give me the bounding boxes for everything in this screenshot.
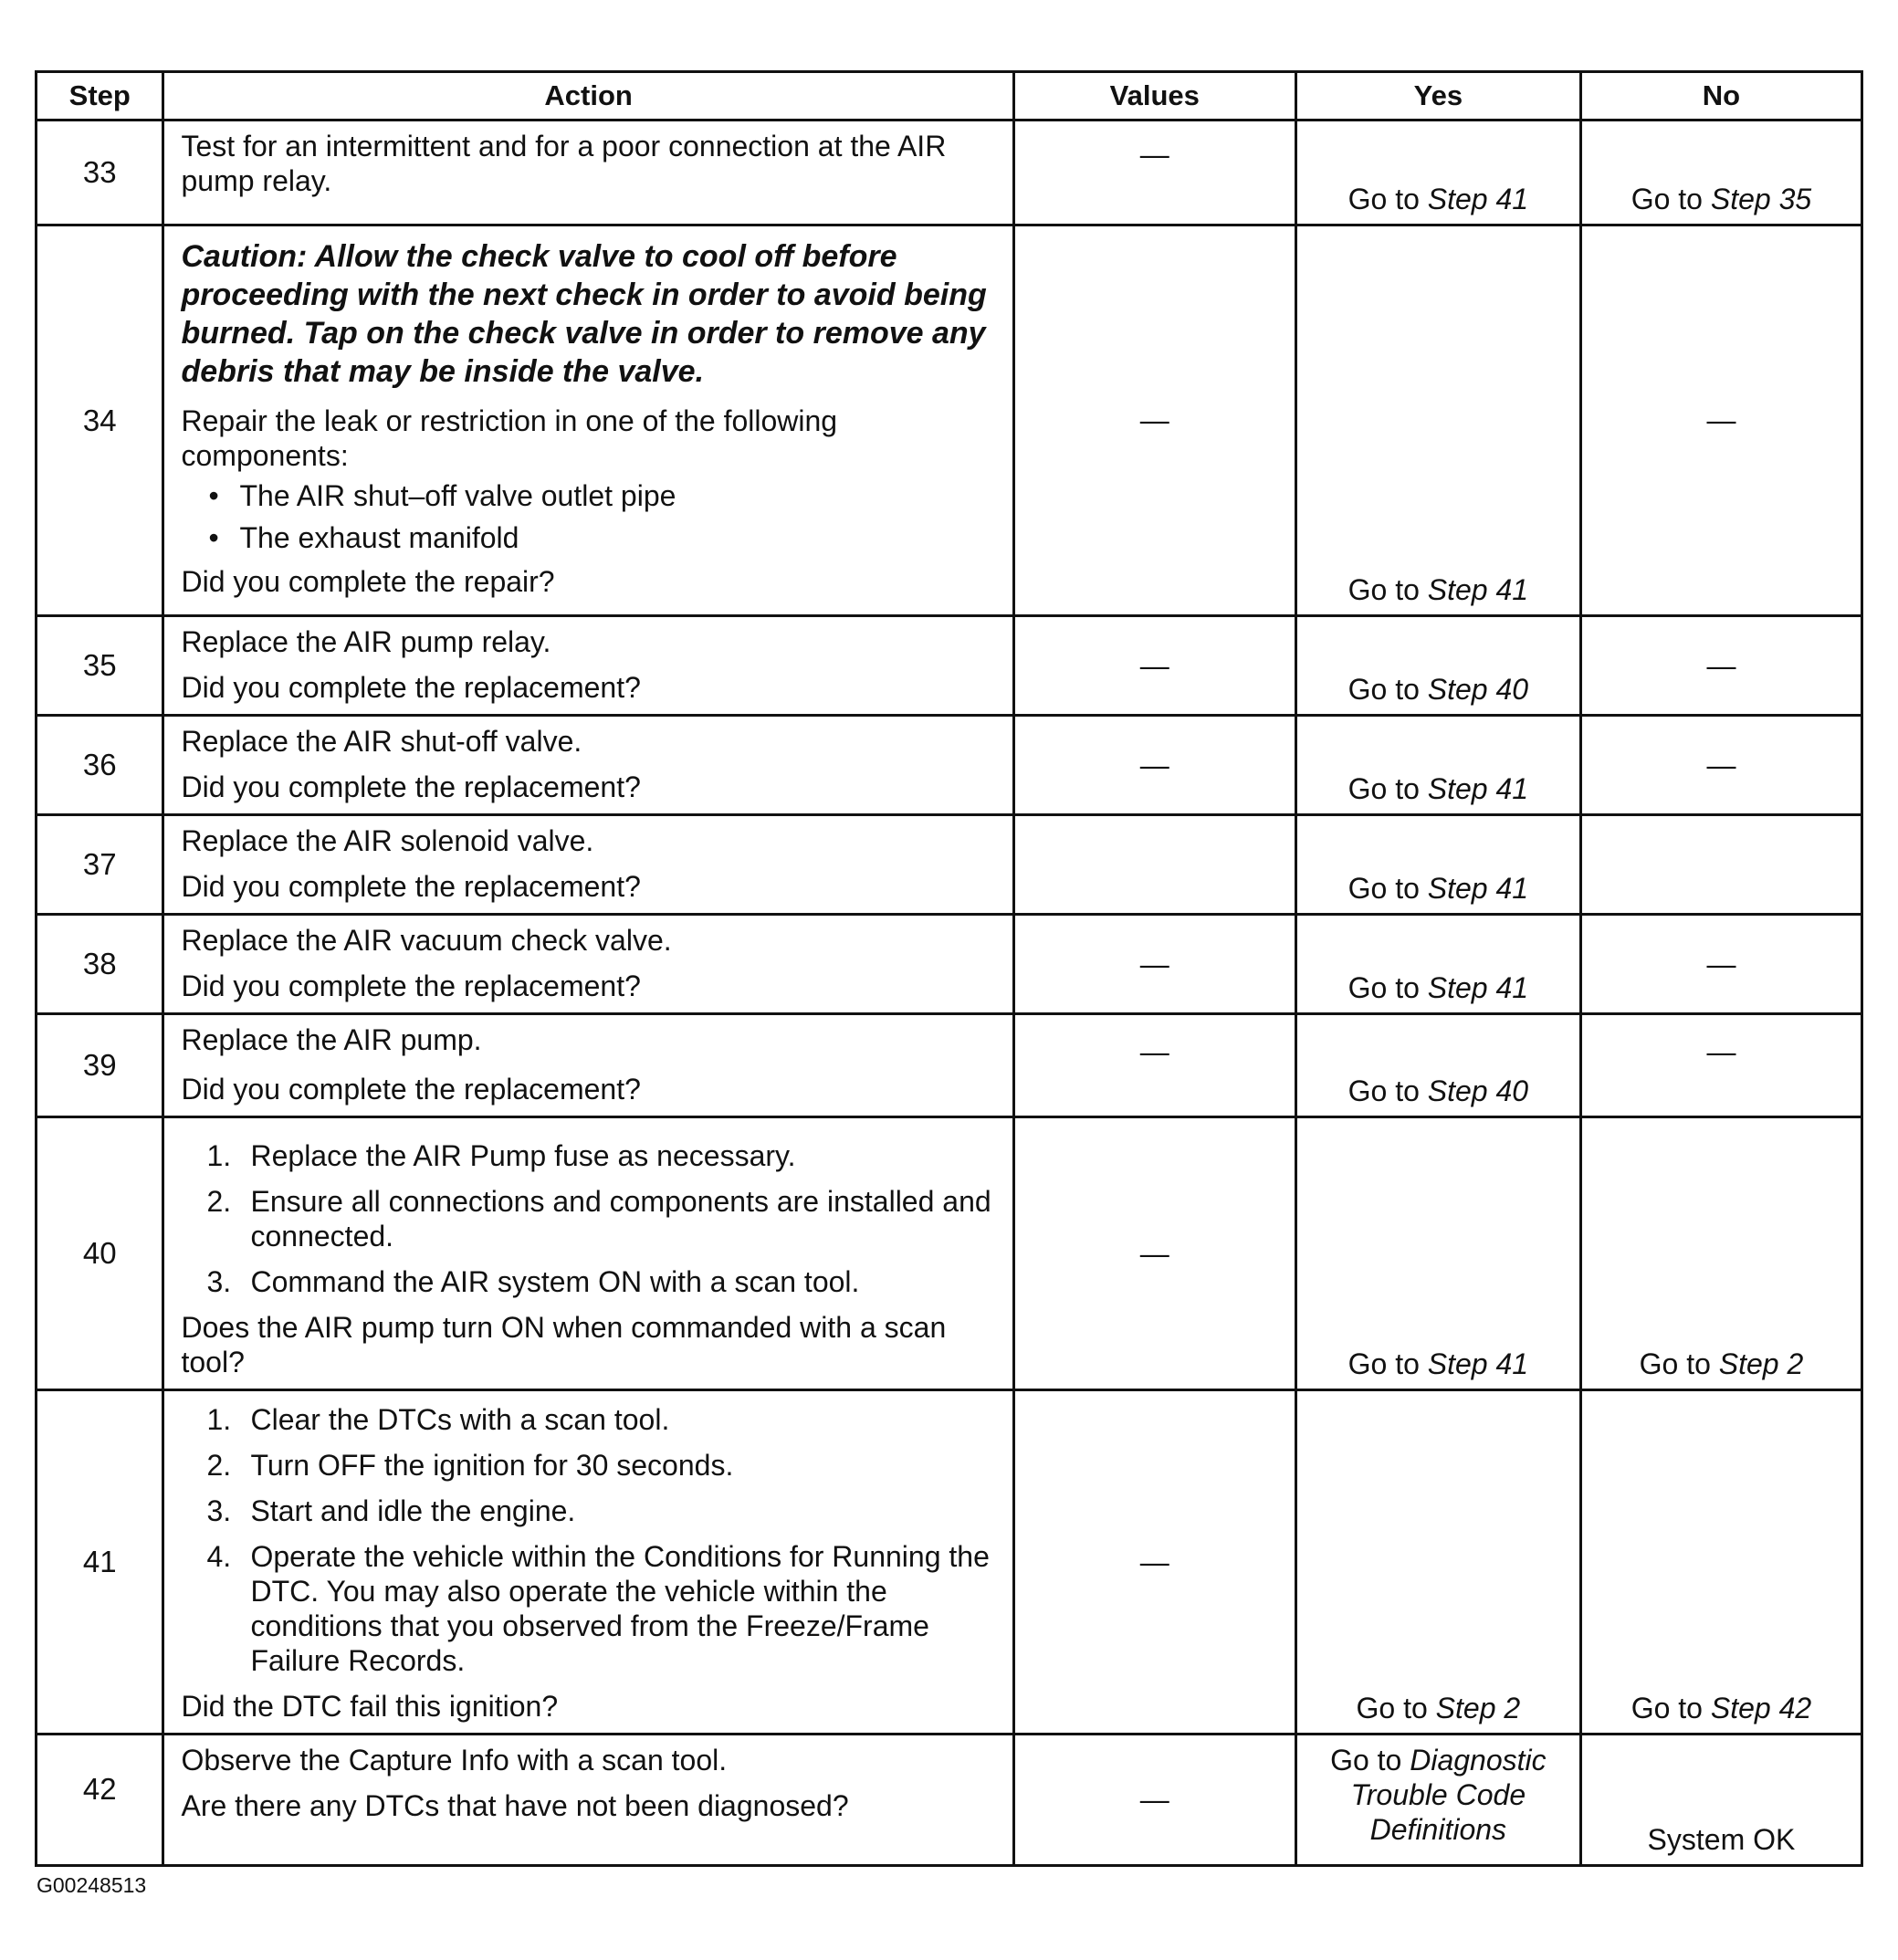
yes-cell xyxy=(1295,1117,1580,1390)
yes-prefix: Go to xyxy=(1347,1074,1428,1107)
no-cell xyxy=(1580,1390,1861,1735)
values-cell: — xyxy=(1013,1014,1295,1117)
list-item: • The AIR shut–off valve outlet pipe xyxy=(181,478,997,513)
yes-prefix: Go to xyxy=(1356,1692,1436,1724)
yes-step-ref: Step 40 xyxy=(1427,673,1529,706)
values-cell: — xyxy=(1013,121,1295,225)
step-number: 36 xyxy=(37,716,163,815)
values-cell: — xyxy=(1013,1390,1295,1735)
step-number: 34 xyxy=(37,225,163,616)
header-yes: Yes xyxy=(1295,72,1580,121)
step-number: 35 xyxy=(37,616,163,716)
yes-prefix: Go to xyxy=(1347,872,1428,905)
values-cell: — xyxy=(1013,1735,1295,1866)
list-item-text: Clear the DTCs with a scan tool. xyxy=(250,1403,670,1436)
no-prefix: Go to xyxy=(1631,183,1711,215)
no-prefix: Go to xyxy=(1631,1692,1711,1724)
yes-step-ref: Step 2 xyxy=(1435,1692,1521,1724)
action-cell xyxy=(163,1390,1013,1735)
yes-step-ref: Step 41 xyxy=(1427,1347,1529,1380)
action-text: Replace the AIR vacuum check valve. xyxy=(181,924,672,957)
list-item: 4. Operate the vehicle within the Conditions for Running the DTC. You may also operate the vehicle within the conditions that you observed from the Freeze/Frame Failure Records. xyxy=(206,1540,990,1677)
action-cell xyxy=(163,915,1013,1014)
list-item: 3. Start and idle the engine. xyxy=(206,1494,576,1527)
values-cell: — xyxy=(1013,915,1295,1014)
header-row xyxy=(37,72,1862,121)
no-cell xyxy=(1580,121,1861,225)
table-row xyxy=(37,121,1862,225)
step-number: 33 xyxy=(37,121,163,225)
question-text: Did you complete the repair? xyxy=(181,565,555,598)
no-cell: — xyxy=(1580,1014,1861,1117)
action-cell xyxy=(163,1735,1013,1866)
action-cell xyxy=(163,121,1013,225)
action-text: Test for an intermittent and for a poor connection at the AIR pump relay. xyxy=(181,130,947,197)
yes-step-ref: Step 41 xyxy=(1427,872,1529,905)
list-item-text: Command the AIR system ON with a scan tool. xyxy=(250,1265,860,1298)
yes-cell xyxy=(1295,121,1580,225)
list-item: 2. Turn OFF the ignition for 30 seconds. xyxy=(206,1449,734,1482)
question-text: Did the DTC fail this ignition? xyxy=(181,1690,559,1723)
component-list xyxy=(181,478,997,555)
no-step-ref: Step 2 xyxy=(1718,1347,1804,1380)
action-text: Replace the AIR solenoid valve. xyxy=(181,824,594,857)
step-number: 38 xyxy=(37,915,163,1014)
yes-cell xyxy=(1295,1735,1580,1866)
values-cell: — xyxy=(1013,716,1295,815)
list-item: 3. Command the AIR system ON with a scan tool. xyxy=(206,1265,860,1298)
table-row xyxy=(37,616,1862,716)
yes-step-ref: Diagnostic Trouble Code Definitions xyxy=(1350,1744,1547,1846)
action-text: Repair the leak or restriction in one of the following components: xyxy=(181,404,838,472)
action-text: Replace the AIR pump relay. xyxy=(181,625,551,658)
question-text: Did you complete the replacement? xyxy=(181,1073,641,1106)
list-item: 2. Ensure all connections and components are installed and connected. xyxy=(206,1185,991,1253)
yes-prefix: Go to xyxy=(1347,772,1428,805)
list-item: 1. Replace the AIR Pump fuse as necessary. xyxy=(206,1139,796,1172)
table-row xyxy=(37,1117,1862,1390)
table-row xyxy=(37,716,1862,815)
procedure-list xyxy=(181,1402,997,1678)
step-number: 42 xyxy=(37,1735,163,1866)
step-number: 41 xyxy=(37,1390,163,1735)
values-cell: — xyxy=(1013,225,1295,616)
action-cell xyxy=(163,716,1013,815)
step-number: 37 xyxy=(37,815,163,915)
yes-step-ref: Step 40 xyxy=(1427,1074,1529,1107)
table-row xyxy=(37,1390,1862,1735)
header-step: Step xyxy=(37,72,163,121)
step-number: 39 xyxy=(37,1014,163,1117)
procedure-list xyxy=(181,1138,997,1299)
header-values: Values xyxy=(1013,72,1295,121)
step-number: 40 xyxy=(37,1117,163,1390)
figure-id: G00248513 xyxy=(37,1873,147,1897)
list-item: 1. Clear the DTCs with a scan tool. xyxy=(206,1403,670,1436)
values-cell: — xyxy=(1013,1117,1295,1390)
no-cell: System OK xyxy=(1580,1735,1861,1866)
action-cell xyxy=(163,225,1013,616)
yes-cell xyxy=(1295,616,1580,716)
yes-cell xyxy=(1295,1014,1580,1117)
table-row xyxy=(37,1014,1862,1117)
action-cell xyxy=(163,1014,1013,1117)
no-cell: — xyxy=(1580,616,1861,716)
list-item-text: Ensure all connections and components are installed and connected. xyxy=(250,1185,991,1253)
yes-prefix: Go to xyxy=(1347,971,1428,1004)
no-step-ref: Step 42 xyxy=(1710,1692,1812,1724)
no-cell: — xyxy=(1580,225,1861,616)
header-action: Action xyxy=(163,72,1013,121)
question-text: Did you complete the replacement? xyxy=(181,870,641,903)
action-text: Replace the AIR pump. xyxy=(181,1023,482,1056)
caution-text: Caution: Allow the check valve to cool off before proceeding with the next check in order to avoid being burned. Tap on the check valve in order to remove any debris that may be inside the valve. xyxy=(181,239,987,389)
yes-cell xyxy=(1295,1390,1580,1735)
question-text: Did you complete the replacement? xyxy=(181,770,641,803)
yes-cell xyxy=(1295,815,1580,915)
action-cell xyxy=(163,815,1013,915)
yes-cell xyxy=(1295,915,1580,1014)
no-prefix: Go to xyxy=(1639,1347,1719,1380)
table-row xyxy=(37,915,1862,1014)
values-cell: — xyxy=(1013,616,1295,716)
no-cell: — xyxy=(1580,915,1861,1014)
yes-cell xyxy=(1295,716,1580,815)
table-row xyxy=(37,815,1862,915)
header-no: No xyxy=(1580,72,1861,121)
question-text: Does the AIR pump turn ON when commanded with a scan tool? xyxy=(181,1311,947,1378)
list-item-text: Start and idle the engine. xyxy=(250,1494,576,1527)
no-cell: — xyxy=(1580,716,1861,815)
list-item: • The exhaust manifold xyxy=(181,520,997,555)
diagnostic-table xyxy=(35,70,1863,1867)
values-cell xyxy=(1013,815,1295,915)
action-text: Observe the Capture Info with a scan tool. xyxy=(181,1744,728,1777)
yes-prefix: Go to xyxy=(1347,1347,1428,1380)
yes-prefix: Go to xyxy=(1330,1744,1410,1777)
question-text: Did you complete the replacement? xyxy=(181,970,641,1002)
no-step-ref: Step 35 xyxy=(1710,183,1812,215)
yes-step-ref: Step 41 xyxy=(1427,772,1529,805)
action-cell xyxy=(163,1117,1013,1390)
list-item-text: Turn OFF the ignition for 30 seconds. xyxy=(250,1449,734,1482)
yes-step-ref: Step 41 xyxy=(1427,971,1529,1004)
yes-cell xyxy=(1295,225,1580,616)
no-cell xyxy=(1580,1117,1861,1390)
list-item-text: Replace the AIR Pump fuse as necessary. xyxy=(250,1139,796,1172)
yes-step-ref: Step 41 xyxy=(1427,183,1529,215)
question-text: Are there any DTCs that have not been diagnosed? xyxy=(181,1789,849,1822)
table-row xyxy=(37,225,1862,616)
yes-prefix: Go to xyxy=(1347,673,1428,706)
list-item-text: Operate the vehicle within the Conditions for Running the DTC. You may also operate the vehicle within the conditions that you observed from the Freeze/Frame Failure Records. xyxy=(250,1540,990,1677)
table-row xyxy=(37,1735,1862,1866)
action-text: Replace the AIR shut-off valve. xyxy=(181,725,582,758)
action-cell xyxy=(163,616,1013,716)
yes-prefix: Go to xyxy=(1347,573,1428,606)
question-text: Did you complete the replacement? xyxy=(181,671,641,704)
yes-step-ref: Step 41 xyxy=(1427,573,1529,606)
yes-prefix: Go to xyxy=(1347,183,1428,215)
no-cell xyxy=(1580,815,1861,915)
